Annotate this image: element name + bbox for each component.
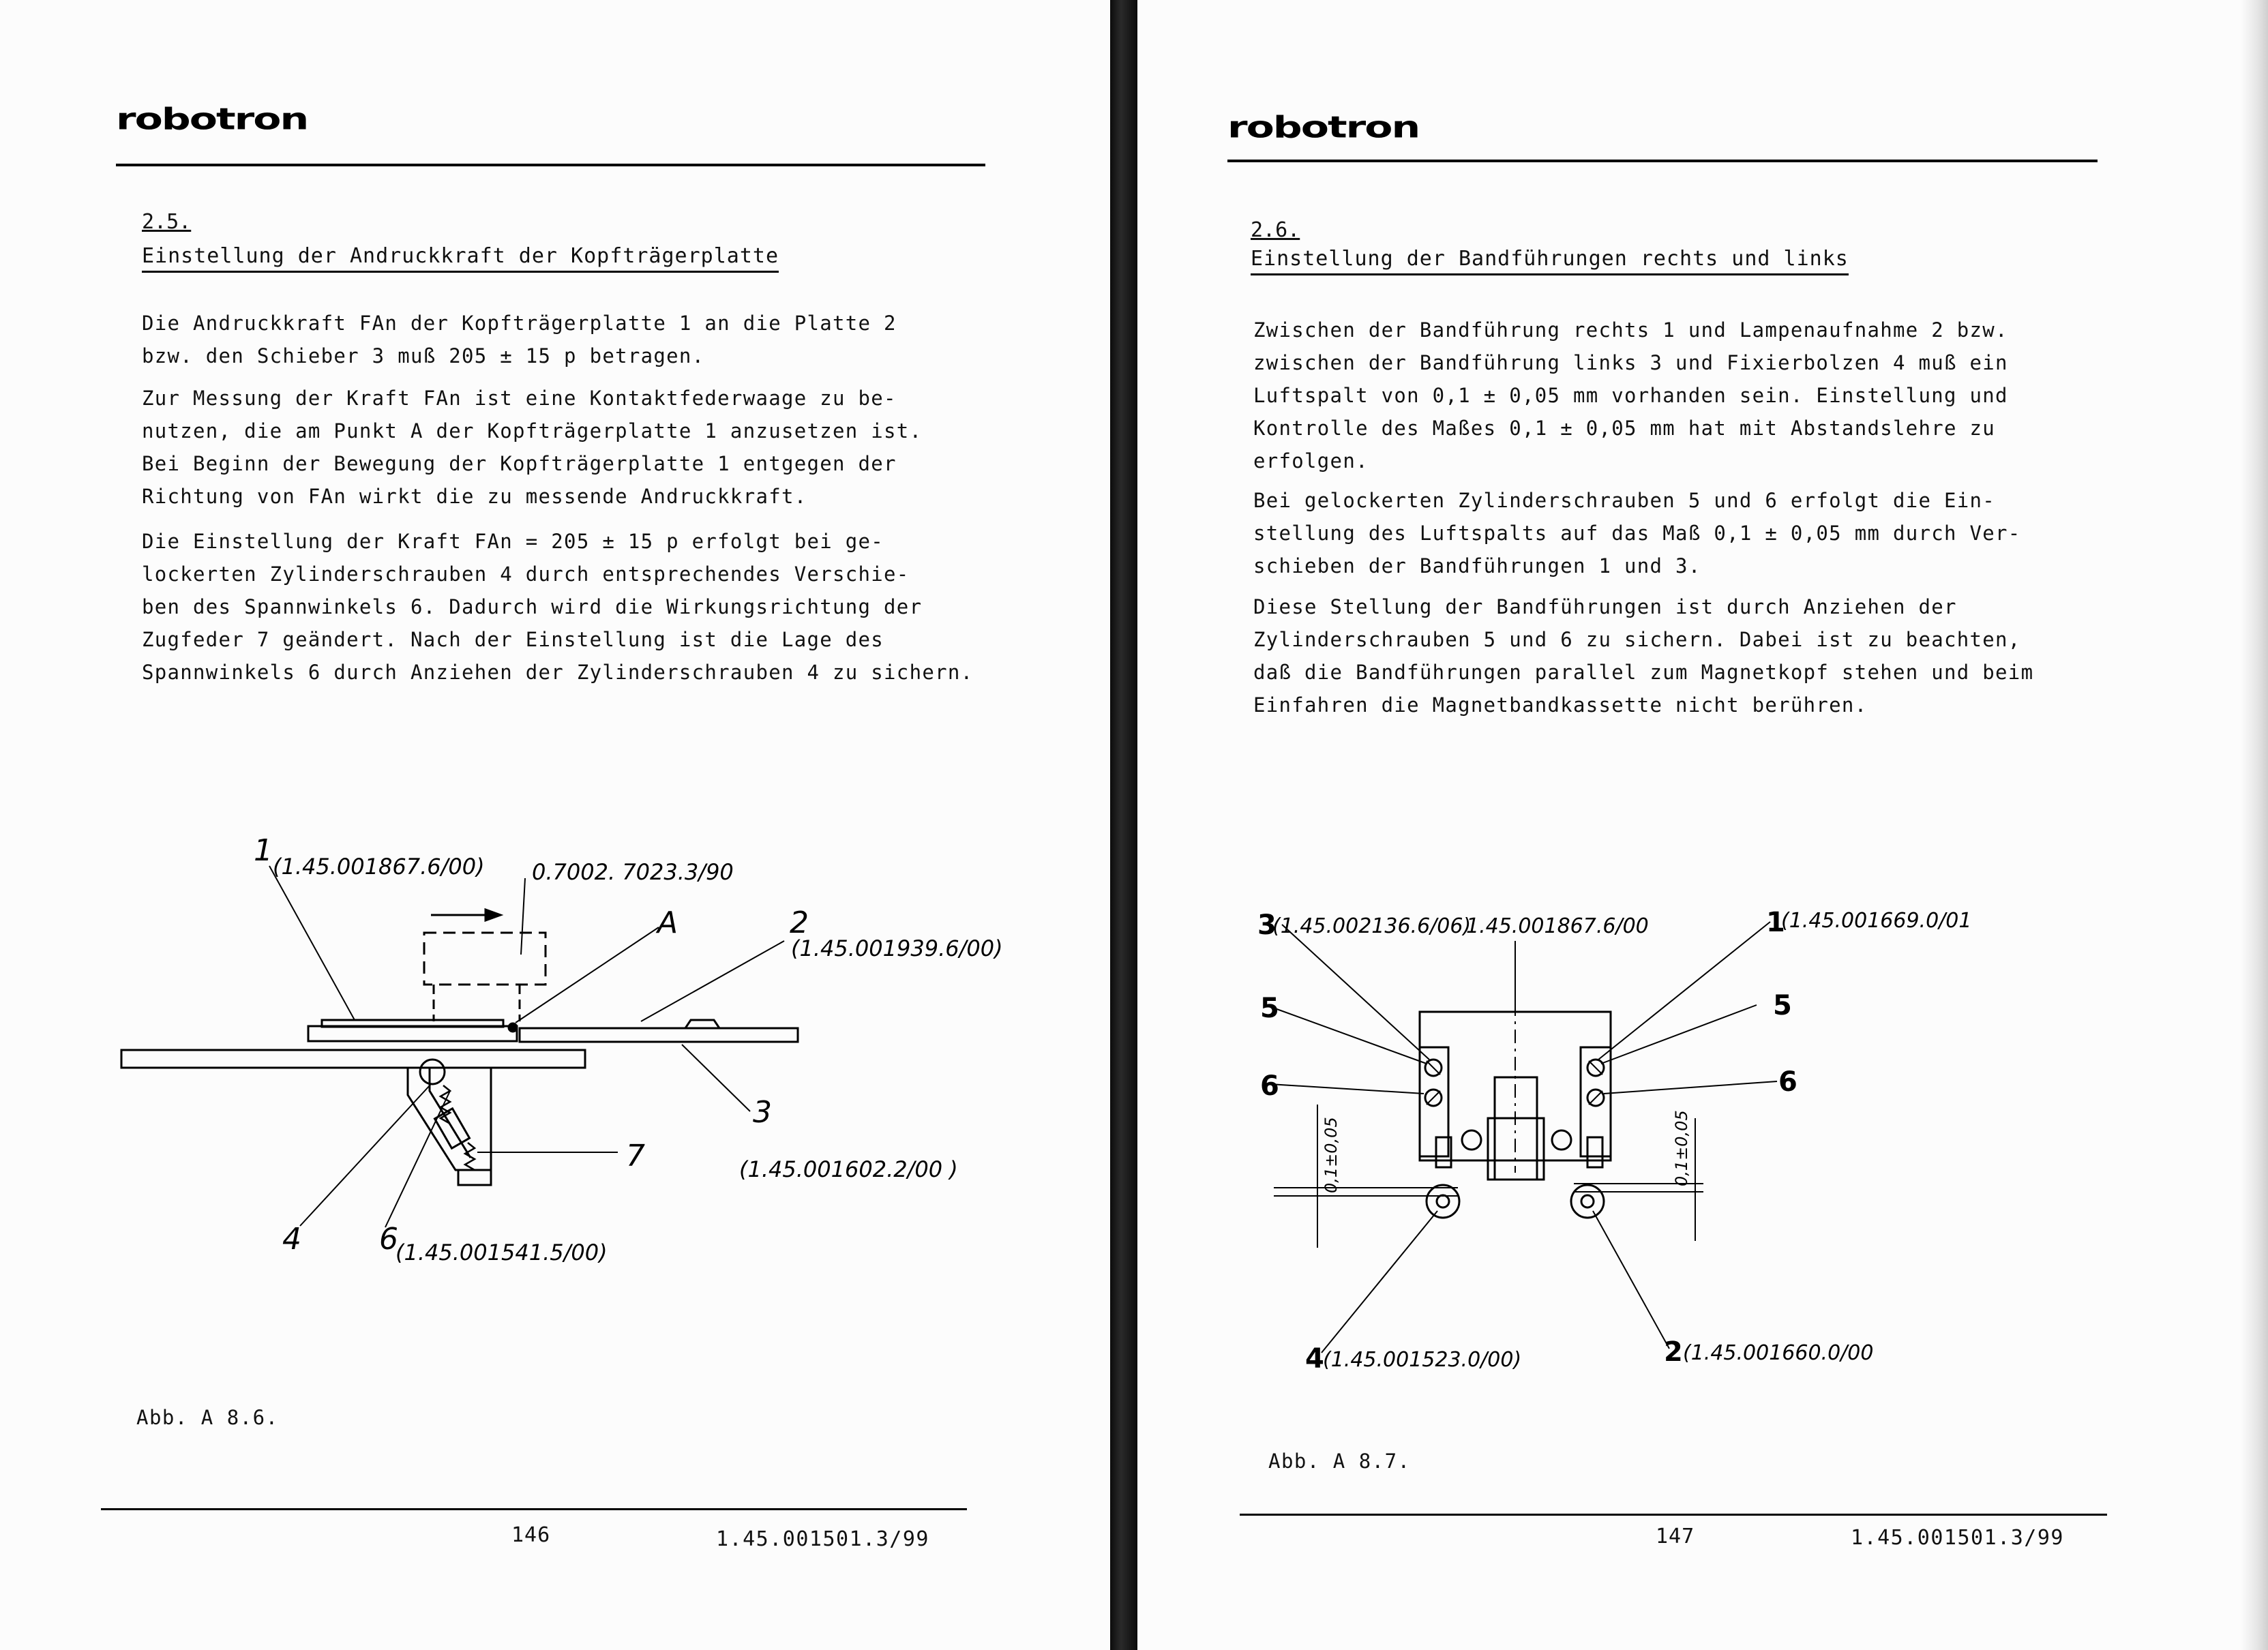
fig1-label-4: 4 <box>282 1222 301 1257</box>
fig2-label-5-right: 5 <box>1773 990 1792 1021</box>
paragraph-3: Diese Stellung der Bandführungen ist durch Anziehen der Zylinderschrauben 5 und 6 zu sichern. Dabei ist zu beachten, daß die Bandführungen parallel zum Magnetkopf stehen und beim Einfahren die Magnetbandkassette nicht berühren. <box>1253 595 2034 717</box>
book-gutter <box>1110 0 1137 1650</box>
fig1-label-6: 6 <box>379 1222 398 1257</box>
fig2-label-3: 3 <box>1257 910 1277 941</box>
fig1-label-3: 3 <box>753 1095 772 1130</box>
right-page <box>1137 0 2268 1650</box>
footer-rule <box>101 1508 967 1510</box>
page-number: 146 <box>511 1523 551 1547</box>
fig2-label-6-left: 6 <box>1260 1070 1279 1102</box>
robotron-logo: robotron <box>1227 110 1420 145</box>
page-number: 147 <box>1656 1525 1695 1548</box>
fig2-label-2: 2 <box>1664 1336 1683 1368</box>
fig2-dim-right: 0,1±0,05 <box>1672 1110 1691 1186</box>
figure-caption: Abb. A 8.6. <box>136 1406 279 1429</box>
fig1-part-top: 0.7002. 7023.3/90 <box>532 859 734 885</box>
section-title: Einstellung der Andruckkraft der Kopfträgerplatte <box>142 244 779 273</box>
section-number: 2.6. <box>1251 218 1300 242</box>
fig1-label-2: 2 <box>790 905 809 940</box>
section-number: 2.5. <box>142 210 192 234</box>
section-title: Einstellung der Bandführungen rechts und links <box>1251 247 1849 275</box>
fig1-label-1: 1 <box>254 833 273 868</box>
left-page <box>0 0 1110 1650</box>
fig1-label-7: 7 <box>626 1139 645 1173</box>
paragraph-1: Zwischen der Bandführung rechts 1 und Lampenaufnahme 2 bzw. zwischen der Bandführung links 3 und Fixierbolzen 4 muß ein Luftspalt von 0,1 ± 0,05 mm vorhanden sein. Einstellung und Kontrolle des Maßes 0,1 ± 0,05 mm hat mit Abstandslehre zu erfolgen. <box>1253 318 2008 472</box>
fig2-label-1: 1 <box>1766 907 1785 938</box>
robotron-logo: robotron <box>116 102 308 137</box>
fig1-part-3: (1.45.001602.2/00 ) <box>739 1156 958 1182</box>
paragraph-2: Zur Messung der Kraft FAn ist eine Kontaktfederwaage zu be- nutzen, die am Punkt A der Kopfträgerplatte 1 anzusetzen ist. Bei Beginn der Bewegung der Kopfträgerplatte 1 entgegen der Richtung von FAn wirkt die zu messende Andruckkraft. <box>142 387 923 508</box>
figure-head-carrier-plate <box>0 0 1110 1650</box>
figure-tape-guides <box>1137 0 2268 1650</box>
fig1-part-2: (1.45.001939.6/00) <box>791 935 1003 961</box>
document-number: 1.45.001501.3/99 <box>716 1527 929 1551</box>
fig2-part-center: 1.45.001867.6/00 <box>1466 914 1649 938</box>
fig1-label-A: A <box>657 905 678 940</box>
paragraph-1: Die Andruckkraft FAn der Kopfträgerplatte 1 an die Platte 2 bzw. den Schieber 3 muß 205 ± 15 p betragen. <box>142 312 897 368</box>
page-edge-shadow <box>2241 0 2268 1650</box>
fig2-part-2: (1.45.001660.0/00 <box>1683 1341 1874 1365</box>
fig1-part-6: (1.45.001541.5/00) <box>396 1240 608 1265</box>
figure-caption: Abb. A 8.7. <box>1268 1450 1411 1473</box>
fig2-part-4: (1.45.001523.0/00) <box>1323 1348 1522 1372</box>
fig2-label-5-left: 5 <box>1260 993 1279 1024</box>
document-number: 1.45.001501.3/99 <box>1851 1526 2064 1550</box>
fig2-part-1: (1.45.001669.0/01 <box>1781 909 1972 933</box>
fig1-part-1: (1.45.001867.6/00) <box>273 854 485 880</box>
footer-rule <box>1240 1514 2107 1516</box>
fig2-dim-left: 0,1±0,05 <box>1322 1117 1341 1193</box>
paragraph-3: Die Einstellung der Kraft FAn = 205 ± 15 p erfolgt bei ge- lockerten Zylinderschrauben 4 durch entsprechendes Verschie- ben des Spannwinkels 6. Dadurch wird die Wirkungsrichtung der Zugfeder 7 geändert. Nach der Einstellung ist die Lage des Spannwinkels 6 durch Anziehen der Zylinderschrauben 4 zu sichern. <box>142 530 974 684</box>
fig2-label-6-right: 6 <box>1778 1066 1797 1098</box>
fig2-part-3: (1.45.002136.6/06) <box>1272 914 1472 938</box>
fig2-label-4: 4 <box>1305 1343 1324 1375</box>
paragraph-2: Bei gelockerten Zylinderschrauben 5 und 6 erfolgt die Ein- stellung des Luftspalts auf das Maß 0,1 ± 0,05 mm durch Ver- schieben der Bandführungen 1 und 3. <box>1253 489 2021 578</box>
